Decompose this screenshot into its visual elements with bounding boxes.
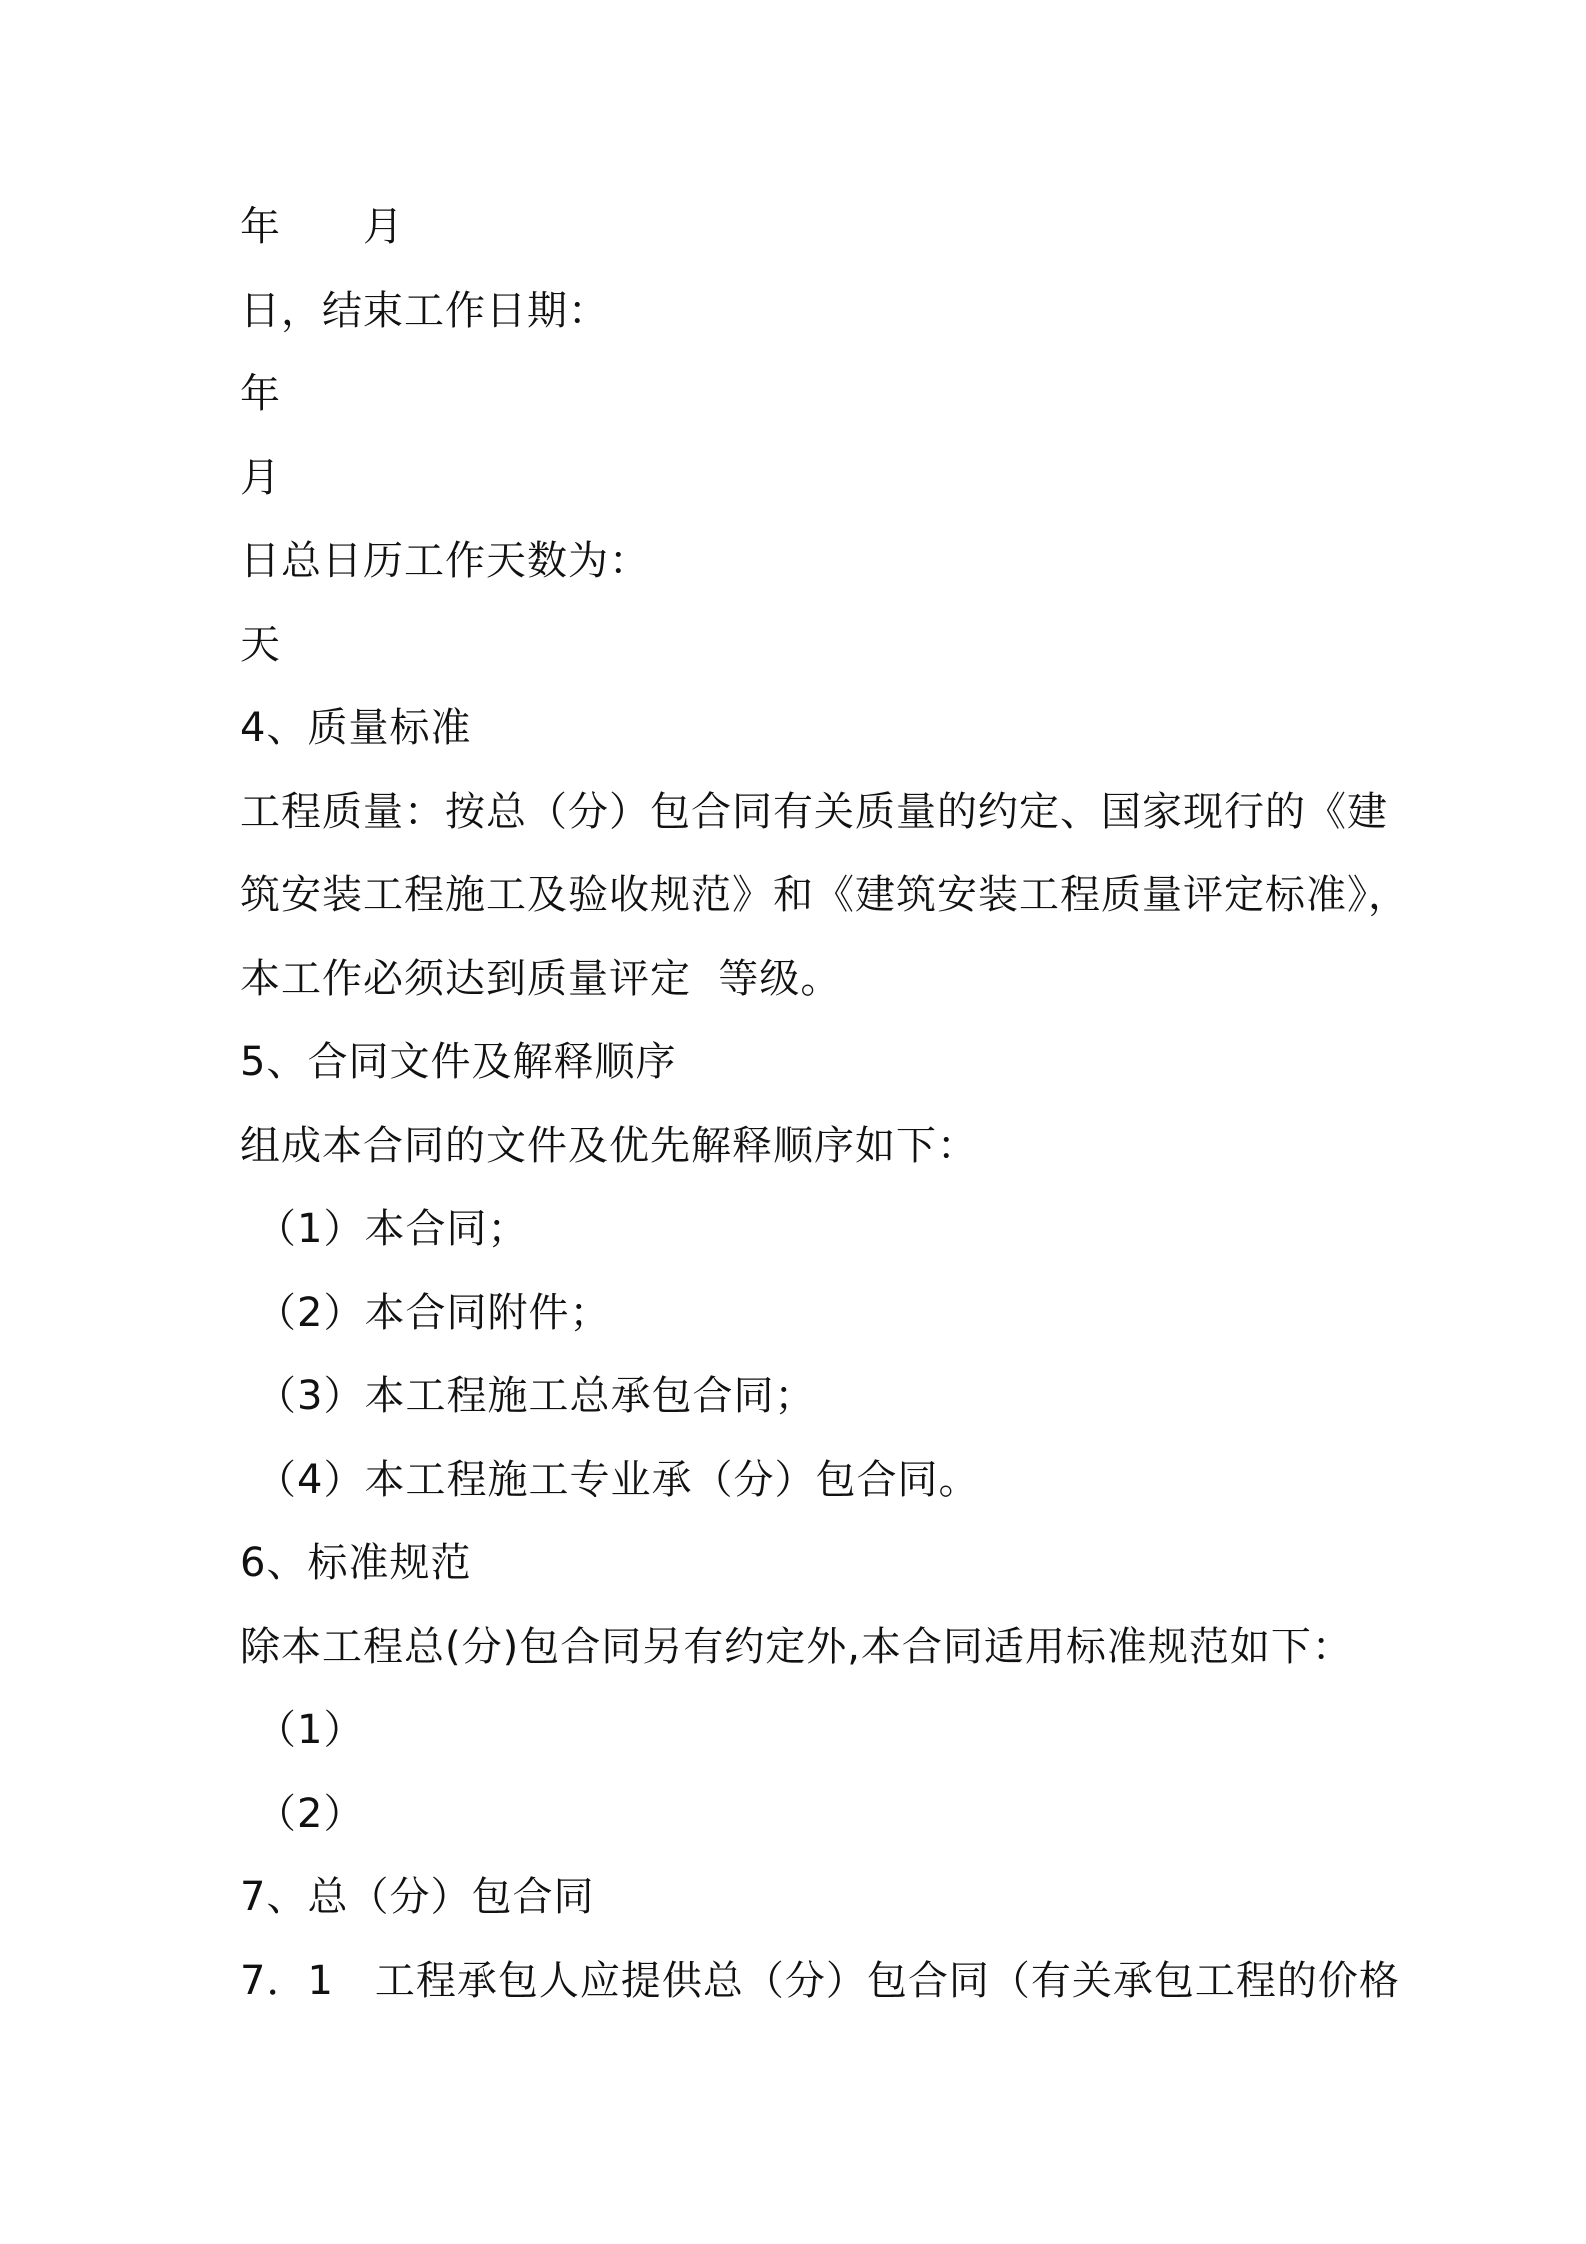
- text-line-standards-intro: 除本工程总(分)包合同另有约定外,本合同适用标准规范如下：: [240, 1624, 1353, 1670]
- text-line-end-date: 日，结束工作日期：: [240, 288, 609, 334]
- section-heading-general-contract: 7、总（分）包合同: [240, 1874, 595, 1920]
- list-item: （2）: [256, 1791, 365, 1837]
- text-line-contract-docs-intro: 组成本合同的文件及优先解释顺序如下：: [240, 1123, 978, 1169]
- text-line-quality-2: 筑安装工程施工及验收规范》和《建筑安装工程质量评定标准》，: [240, 872, 1409, 918]
- text-line-day: 天: [240, 622, 281, 668]
- text-line-month: 月: [240, 455, 281, 501]
- text-line-year: 年: [240, 371, 281, 417]
- text-line-quality-3: 本工作必须达到质量评定 等级。: [240, 956, 842, 1002]
- section-heading-standards: 6、标准规范: [240, 1540, 472, 1586]
- text-line-clause-7-1: 7．1 工程承包人应提供总（分）包合同（有关承包工程的价格: [240, 1958, 1400, 2004]
- list-item: （3）本工程施工总承包合同；: [256, 1373, 816, 1419]
- list-item: （2）本合同附件；: [256, 1290, 611, 1336]
- list-item: （1）本合同；: [256, 1206, 529, 1252]
- section-heading-contract-docs: 5、合同文件及解释顺序: [240, 1039, 677, 1085]
- text-line-total-days: 日总日历工作天数为：: [240, 538, 650, 584]
- text-line-quality-1: 工程质量：按总（分）包合同有关质量的约定、国家现行的《建: [240, 789, 1388, 835]
- list-item: （1）: [256, 1707, 365, 1753]
- section-heading-quality: 4、质量标准: [240, 705, 472, 751]
- text-line-year-month: 年 月: [240, 204, 404, 250]
- list-item: （4）本工程施工专业承（分）包合同。: [256, 1457, 980, 1503]
